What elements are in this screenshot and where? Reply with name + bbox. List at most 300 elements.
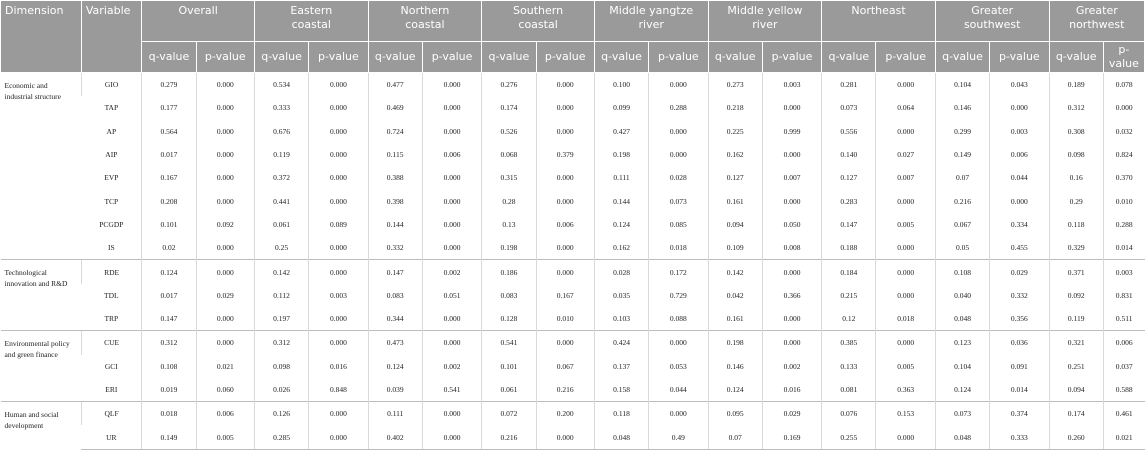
p-value-cell: 0.000 [422,331,481,355]
variable-cell: GIO [81,73,141,97]
p-value-cell: 0.000 [876,120,935,143]
p-value-cell: 0.000 [309,260,368,284]
p-value-cell: 0.167 [536,284,594,307]
variable-cell: IS [108,243,115,253]
p-value-cell: 0.200 [536,402,594,426]
p-value-cell: 0.037 [1103,355,1144,378]
p-value-cell: 0.000 [876,425,935,449]
q-value-cell: 0.188 [822,236,876,260]
table-row [1,331,1145,355]
p-value-cell: 0.006 [1103,331,1144,355]
q-value-header: q-value [368,42,422,73]
q-value-cell: 0.039 [368,378,422,402]
p-value-cell: 0.021 [1103,425,1144,449]
q-value-cell: 0.424 [594,331,648,355]
q-value-cell: 0.308 [1049,120,1103,143]
variable-cell: TDL [104,290,119,300]
q-value-cell: 0.099 [594,96,648,119]
q-value-cell: 0.333 [254,96,308,119]
p-value-header: p-value [1103,42,1144,73]
q-value-cell: 0.541 [482,331,536,355]
q-value-cell: 0.101 [142,213,196,236]
p-value-cell: 0.085 [649,213,708,236]
q-value-cell: 0.477 [368,73,422,97]
p-value-cell: 0.010 [1103,189,1144,212]
q-value-cell: 0.094 [1049,378,1103,402]
p-value-cell: 0.000 [649,331,708,355]
p-value-cell: 0.000 [422,189,481,212]
q-value-cell: 0.162 [594,236,648,260]
q-value-cell: 0.281 [822,73,876,97]
p-value-cell: 0.000 [876,189,935,212]
q-value-cell: 0.147 [142,307,196,331]
p-value-cell: 0.000 [990,189,1049,212]
p-value-cell: 0.288 [1103,213,1144,236]
table-row [1,213,1145,236]
p-value-cell: 0.356 [990,307,1049,331]
p-value-header: p-value [196,42,254,73]
q-value-cell: 0.083 [368,284,422,307]
q-value-cell: 0.186 [482,260,536,284]
q-value-cell: 0.098 [1049,143,1103,166]
q-value-cell: 0.111 [594,166,648,189]
q-value-cell: 0.108 [935,260,989,284]
q-value-cell: 0.068 [482,143,536,166]
table-row [1,189,1145,212]
p-value-cell: 0.018 [649,236,708,260]
q-value-cell: 0.095 [708,402,762,426]
q-value-cell: 0.564 [142,120,196,143]
q-value-cell: 0.101 [482,355,536,378]
p-value-cell: 0.461 [1103,402,1144,426]
q-value-cell: 0.312 [142,331,196,355]
q-value-cell: 0.534 [254,73,308,97]
p-value-cell: 0.374 [990,402,1049,426]
q-value-cell: 0.119 [1049,307,1103,331]
q-value-cell: 0.526 [482,120,536,143]
q-value-header: q-value [708,42,762,73]
dimension-cell: Human and social development [1,402,82,450]
p-value-cell: 0.000 [536,236,594,260]
q-value-cell: 0.385 [822,331,876,355]
q-value-cell: 0.216 [482,425,536,449]
p-value-cell: 0.000 [876,331,935,355]
p-value-cell: 0.000 [309,143,368,166]
p-value-cell: 0.000 [536,120,594,143]
p-value-cell: 0.000 [309,96,368,119]
p-value-cell: 0.000 [762,143,821,166]
q-value-cell: 0.144 [594,189,648,212]
p-value-cell: 0.541 [422,378,481,402]
p-value-cell: 0.000 [309,307,368,331]
q-value-cell: 0.28 [482,189,536,212]
q-value-cell: 0.018 [142,402,196,426]
q-value-cell: 0.260 [1049,425,1103,449]
p-value-cell: 0.014 [1103,236,1144,260]
q-value-cell: 0.372 [254,166,308,189]
p-value-cell: 0.005 [876,355,935,378]
p-value-cell: 0.044 [649,378,708,402]
p-value-cell: 0.060 [196,378,254,402]
q-value-cell: 0.067 [935,213,989,236]
q-value-cell: 0.146 [935,96,989,119]
q-value-cell: 0.312 [1049,96,1103,119]
variable-cell: TAP [104,103,119,113]
region-header-middle-yangtze-river: Middle yangtze river [594,1,708,42]
p-value-cell: 0.370 [1103,166,1144,189]
q-value-cell: 0.124 [935,378,989,402]
p-value-cell: 0.000 [1103,96,1144,119]
region-header-northern-coastal: Northern coastal [368,1,482,42]
q-value-cell: 0.147 [368,260,422,284]
p-value-cell: 0.000 [876,236,935,260]
q-value-cell: 0.119 [254,143,308,166]
q-value-cell: 0.473 [368,331,422,355]
p-value-cell: 0.511 [1103,307,1144,331]
p-value-cell: 0.334 [990,213,1049,236]
region-header-southern-coastal: Southern coastal [482,1,595,42]
p-value-cell: 0.064 [876,96,935,119]
p-value-cell: 0.000 [536,96,594,119]
p-value-cell: 0.000 [196,236,254,260]
q-value-cell: 0.177 [142,96,196,119]
q-value-cell: 0.371 [1049,260,1103,284]
dimension-cell: Economic and industrial structure [1,73,82,260]
p-value-cell: 0.000 [422,120,481,143]
q-value-cell: 0.441 [254,189,308,212]
q-value-cell: 0.174 [1049,402,1103,426]
q-value-cell: 0.128 [482,307,536,331]
variable-cell: CUE [81,331,141,355]
q-value-cell: 0.118 [594,402,648,426]
q-value-cell: 0.146 [708,355,762,378]
p-value-cell: 0.332 [990,284,1049,307]
region-header-middle-yellow-river: Middle yellow river [708,1,822,42]
p-value-cell: 0.000 [422,213,481,236]
p-value-cell: 0.032 [1103,120,1144,143]
q-value-header: q-value [482,42,536,73]
q-value-cell: 0.216 [935,189,989,212]
q-value-cell: 0.092 [1049,284,1103,307]
p-value-cell: 0.000 [196,96,254,119]
q-value-header: q-value [935,42,989,73]
p-value-cell: 0.000 [762,96,821,119]
q-value-cell: 0.124 [594,213,648,236]
p-value-cell: 0.000 [309,425,368,449]
q-value-cell: 0.123 [935,331,989,355]
q-value-cell: 0.299 [935,120,989,143]
q-value-cell: 0.279 [142,73,196,97]
p-value-cell: 0.091 [990,355,1049,378]
p-value-header: p-value [309,42,368,73]
q-value-cell: 0.073 [822,96,876,119]
p-value-cell: 0.008 [762,236,821,260]
p-value-cell: 0.000 [422,236,481,260]
q-value-cell: 0.137 [594,355,648,378]
q-value-cell: 0.469 [368,96,422,119]
dimension-cell: Technological innovation and R&D [1,260,82,331]
q-value-cell: 0.048 [935,307,989,331]
q-value-cell: 0.255 [822,425,876,449]
p-value-cell: 0.007 [876,166,935,189]
q-value-cell: 0.276 [482,73,536,97]
q-value-cell: 0.344 [368,307,422,331]
variable-cell: GCI [104,361,118,371]
p-value-cell: 0.000 [990,96,1049,119]
q-value-cell: 0.225 [708,120,762,143]
q-value-cell: 0.218 [708,96,762,119]
variable-cell: AIP [105,150,118,160]
p-value-cell: 0.000 [422,166,481,189]
q-value-cell: 0.127 [708,166,762,189]
q-value-cell: 0.427 [594,120,648,143]
table-row [1,96,1145,119]
q-value-cell: 0.147 [822,213,876,236]
p-value-cell: 0.050 [762,213,821,236]
p-value-cell: 0.588 [1103,378,1144,402]
p-value-cell: 0.003 [309,284,368,307]
p-value-cell: 0.003 [1103,260,1144,284]
p-value-cell: 0.029 [762,402,821,426]
q-value-cell: 0.273 [708,73,762,97]
variable-cell: EVP [104,173,119,183]
p-value-cell: 0.016 [762,378,821,402]
p-value-cell: 0.018 [876,307,935,331]
q-value-cell: 0.115 [368,143,422,166]
p-value-cell: 0.000 [536,73,594,97]
q-value-cell: 0.040 [935,284,989,307]
q-value-cell: 0.283 [822,189,876,212]
q-value-cell: 0.028 [594,260,648,284]
q-value-cell: 0.103 [594,307,648,331]
p-value-cell: 0.729 [649,284,708,307]
q-value-cell: 0.094 [708,213,762,236]
p-value-cell: 0.016 [309,355,368,378]
q-value-cell: 0.142 [254,260,308,284]
q-value-cell: 0.174 [482,96,536,119]
table-row [1,284,1145,307]
p-value-cell: 0.000 [876,284,935,307]
dimension-cell: Environmental policy and green finance [1,331,82,402]
q-value-cell: 0.149 [142,425,196,449]
q-value-cell: 0.167 [142,166,196,189]
q-value-cell: 0.398 [368,189,422,212]
p-value-cell: 0.000 [422,402,481,426]
p-value-cell: 0.000 [309,166,368,189]
q-value-cell: 0.189 [1049,73,1103,97]
p-value-cell: 0.216 [536,378,594,402]
p-value-cell: 0.002 [422,355,481,378]
p-value-cell: 0.000 [309,73,368,97]
q-value-cell: 0.124 [142,260,196,284]
q-value-cell: 0.312 [254,331,308,355]
q-value-header: q-value [254,42,308,73]
variable-cell: RDE [81,260,141,284]
p-value-cell: 0.014 [990,378,1049,402]
p-value-cell: 0.000 [309,120,368,143]
q-value-cell: 0.02 [142,236,196,260]
q-value-cell: 0.388 [368,166,422,189]
variable-header: Variable [81,1,141,73]
q-value-cell: 0.061 [482,378,536,402]
p-value-cell: 0.000 [536,166,594,189]
region-header-eastern-coastal: Eastern coastal [254,1,368,42]
p-value-cell: 0.000 [762,307,821,331]
q-value-cell: 0.109 [708,236,762,260]
p-value-cell: 0.000 [762,189,821,212]
p-value-header: p-value [762,42,821,73]
p-value-cell: 0.000 [536,331,594,355]
region-header-greater-southwest: Greater southwest [935,1,1049,42]
q-value-cell: 0.081 [822,378,876,402]
p-value-cell: 0.379 [536,143,594,166]
p-value-cell: 0.053 [649,355,708,378]
q-value-cell: 0.161 [708,189,762,212]
p-value-header: p-value [536,42,594,73]
dimension-header: Dimension [1,1,82,73]
table-row [1,355,1145,378]
variable-cell: PCGDP [99,219,124,229]
p-value-cell: 0.078 [1103,73,1144,97]
q-value-cell: 0.402 [368,425,422,449]
q-value-cell: 0.142 [708,260,762,284]
variable-cell: TCP [104,196,119,206]
table-row [1,260,1145,284]
p-value-cell: 0.007 [762,166,821,189]
q-value-cell: 0.215 [822,284,876,307]
p-value-cell: 0.000 [196,143,254,166]
q-value-cell: 0.098 [254,355,308,378]
p-value-header: p-value [649,42,708,73]
q-value-cell: 0.158 [594,378,648,402]
table-row [1,307,1145,331]
q-value-cell: 0.100 [594,73,648,97]
p-value-cell: 0.003 [762,73,821,97]
q-value-cell: 0.198 [482,236,536,260]
p-value-cell: 0.089 [309,213,368,236]
q-value-cell: 0.149 [935,143,989,166]
p-value-cell: 0.000 [196,120,254,143]
p-value-cell: 0.000 [309,402,368,426]
p-value-cell: 0.000 [422,425,481,449]
p-value-cell: 0.000 [876,73,935,97]
q-value-cell: 0.035 [594,284,648,307]
p-value-cell: 0.49 [649,425,708,449]
q-value-cell: 0.208 [142,189,196,212]
q-value-cell: 0.104 [935,355,989,378]
p-value-cell: 0.043 [990,73,1049,97]
p-value-cell: 0.000 [649,120,708,143]
q-value-header: q-value [142,42,196,73]
p-value-cell: 0.044 [990,166,1049,189]
p-value-cell: 0.999 [762,120,821,143]
p-value-cell: 0.000 [422,96,481,119]
region-header-greater-northwest: Greater northwest [1049,1,1144,42]
p-value-header: p-value [990,42,1049,73]
q-value-cell: 0.076 [822,402,876,426]
p-value-cell: 0.000 [422,307,481,331]
table-row [1,236,1145,260]
q-value-cell: 0.144 [368,213,422,236]
p-value-cell: 0.831 [1103,284,1144,307]
q-value-header: q-value [822,42,876,73]
q-value-cell: 0.724 [368,120,422,143]
p-value-cell: 0.021 [196,355,254,378]
q-value-cell: 0.048 [594,425,648,449]
q-value-cell: 0.198 [594,143,648,166]
q-value-cell: 0.556 [822,120,876,143]
q-value-cell: 0.13 [482,213,536,236]
table-row [1,166,1145,189]
p-value-cell: 0.000 [649,73,708,97]
q-value-cell: 0.05 [935,236,989,260]
q-value-cell: 0.126 [254,402,308,426]
q-value-cell: 0.329 [1049,236,1103,260]
q-value-cell: 0.315 [482,166,536,189]
q-value-cell: 0.25 [254,236,308,260]
p-value-cell: 0.002 [762,355,821,378]
p-value-cell: 0.333 [990,425,1049,449]
q-value-cell: 0.16 [1049,166,1103,189]
q-value-cell: 0.017 [142,143,196,166]
q-value-cell: 0.12 [822,307,876,331]
q-value-cell: 0.111 [368,402,422,426]
p-value-cell: 0.288 [649,96,708,119]
q-value-cell: 0.061 [254,213,308,236]
p-value-cell: 0.006 [536,213,594,236]
p-value-header: p-value [876,42,935,73]
p-value-cell: 0.172 [649,260,708,284]
p-value-cell: 0.000 [309,189,368,212]
p-value-cell: 0.848 [309,378,368,402]
p-value-cell: 0.067 [536,355,594,378]
q-value-header: q-value [1049,42,1103,73]
p-value-cell: 0.000 [536,260,594,284]
table-row [1,143,1145,166]
p-value-cell: 0.000 [196,260,254,284]
p-value-cell: 0.000 [536,189,594,212]
q-value-cell: 0.332 [368,236,422,260]
q-value-cell: 0.083 [482,284,536,307]
variable-cell: AP [106,126,117,136]
region-header-northeast: Northeast [822,1,936,42]
q-value-cell: 0.198 [708,331,762,355]
p-value-cell: 0.000 [536,425,594,449]
q-value-cell: 0.29 [1049,189,1103,212]
q-value-cell: 0.140 [822,143,876,166]
p-value-cell: 0.000 [309,236,368,260]
p-value-cell: 0.000 [649,402,708,426]
table-row [1,425,1145,449]
q-value-cell: 0.017 [142,284,196,307]
p-value-cell: 0.363 [876,378,935,402]
p-value-cell: 0.002 [422,260,481,284]
p-value-cell: 0.000 [196,307,254,331]
q-value-cell: 0.042 [708,284,762,307]
p-value-cell: 0.005 [876,213,935,236]
q-value-cell: 0.124 [368,355,422,378]
p-value-cell: 0.006 [196,402,254,426]
q-value-cell: 0.048 [935,425,989,449]
p-value-cell: 0.000 [762,260,821,284]
p-value-cell: 0.088 [649,307,708,331]
region-header-overall: Overall [142,1,255,42]
p-value-cell: 0.027 [876,143,935,166]
p-value-cell: 0.006 [990,143,1049,166]
variable-cell: ERI [105,385,118,394]
variable-cell: UR [81,425,141,449]
q-value-cell: 0.072 [482,402,536,426]
